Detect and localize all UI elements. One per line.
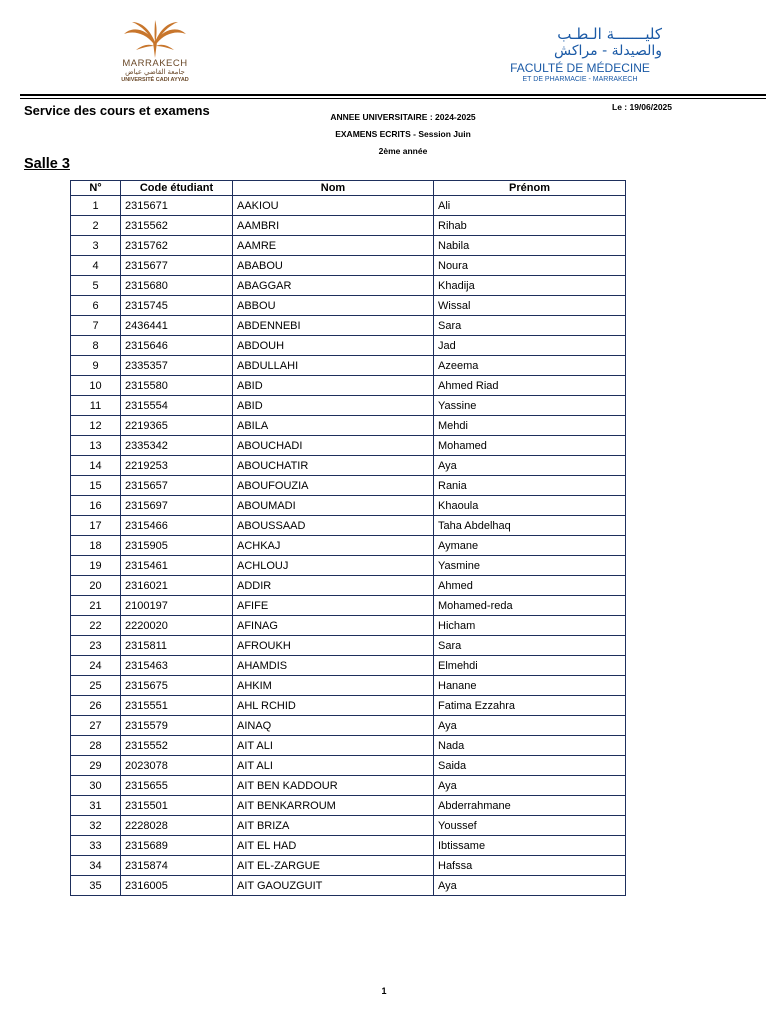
table-body <box>71 196 626 896</box>
table-row <box>71 416 626 436</box>
student-nom: ABAGGAR <box>233 276 434 296</box>
student-nom: AIT BENKARROUM <box>233 796 434 816</box>
column-header-nom: Nom <box>233 181 434 196</box>
page-number: 1 <box>381 986 387 996</box>
row-number: 21 <box>71 596 121 616</box>
faculty-french-line2: ET DE PHARMACIE - MARRAKECH <box>522 76 638 83</box>
student-nom: ABDENNEBI <box>233 316 434 336</box>
student-prenom: Wissal <box>434 296 626 316</box>
table-row <box>71 796 626 816</box>
student-nom: AIT EL HAD <box>233 836 434 856</box>
student-prenom: Hicham <box>434 616 626 636</box>
student-prenom: Khadija <box>434 276 626 296</box>
table-row <box>71 476 626 496</box>
row-number: 27 <box>71 716 121 736</box>
column-header-number: N° <box>71 181 121 196</box>
row-number: 1 <box>71 196 121 216</box>
table-row <box>71 236 626 256</box>
student-nom: ABILA <box>233 416 434 436</box>
student-nom: ABOUMADI <box>233 496 434 516</box>
student-prenom: Mohamed-reda <box>434 596 626 616</box>
table-row <box>71 716 626 736</box>
row-number: 7 <box>71 316 121 336</box>
student-prenom: Azeema <box>434 356 626 376</box>
header-rule <box>20 94 766 96</box>
student-code: 2315551 <box>121 696 233 716</box>
student-prenom: Abderrahmane <box>434 796 626 816</box>
student-prenom: Yassine <box>434 396 626 416</box>
palm-emblem-icon <box>120 20 190 60</box>
student-nom: ABDOUH <box>233 336 434 356</box>
student-nom: ABID <box>233 396 434 416</box>
student-code: 2315646 <box>121 336 233 356</box>
logo-university-text: UNIVERSITÉ CADI AYYAD <box>121 77 189 83</box>
student-code: 2315580 <box>121 376 233 396</box>
student-nom: AINAQ <box>233 716 434 736</box>
row-number: 34 <box>71 856 121 876</box>
faculty-french-line1: FACULTÉ DE MÉDECINE <box>510 61 650 75</box>
student-prenom: Taha Abdelhaq <box>434 516 626 536</box>
student-code: 2315671 <box>121 196 233 216</box>
table-row <box>71 696 626 716</box>
student-nom: ADDIR <box>233 576 434 596</box>
table-row <box>71 736 626 756</box>
student-code: 2315657 <box>121 476 233 496</box>
student-prenom: Hafssa <box>434 856 626 876</box>
row-number: 12 <box>71 416 121 436</box>
row-number: 24 <box>71 656 121 676</box>
student-prenom: Aya <box>434 456 626 476</box>
faculty-arabic-line2: والصيدلة - مراكش <box>554 43 662 59</box>
logo-arabic-text: جامعة القاضي عياض <box>125 69 185 76</box>
student-nom: ABOUCHADI <box>233 436 434 456</box>
student-nom: ABBOU <box>233 296 434 316</box>
student-prenom: Mehdi <box>434 416 626 436</box>
row-number: 9 <box>71 356 121 376</box>
table-row <box>71 316 626 336</box>
service-title: Service des cours et examens <box>24 103 210 118</box>
student-prenom: Saida <box>434 756 626 776</box>
student-code: 2219365 <box>121 416 233 436</box>
student-nom: AHAMDIS <box>233 656 434 676</box>
student-code: 2315697 <box>121 496 233 516</box>
student-prenom: Mohamed <box>434 436 626 456</box>
faculty-logo <box>498 26 662 84</box>
student-nom: AIT GAOUZGUIT <box>233 876 434 896</box>
row-number: 26 <box>71 696 121 716</box>
student-code: 2316021 <box>121 576 233 596</box>
student-nom: ABOUCHATIR <box>233 456 434 476</box>
student-code: 2315905 <box>121 536 233 556</box>
row-number: 18 <box>71 536 121 556</box>
student-prenom: Yasmine <box>434 556 626 576</box>
student-prenom: Aya <box>434 716 626 736</box>
student-code: 2315466 <box>121 516 233 536</box>
student-nom: ABDULLAHI <box>233 356 434 376</box>
study-level: 2ème année <box>378 146 428 156</box>
student-nom: AHKIM <box>233 676 434 696</box>
row-number: 22 <box>71 616 121 636</box>
student-prenom: Nada <box>434 736 626 756</box>
student-code: 2315463 <box>121 656 233 676</box>
table-row <box>71 656 626 676</box>
student-code: 2315579 <box>121 716 233 736</box>
table-row <box>71 256 626 276</box>
student-code: 2100197 <box>121 596 233 616</box>
student-nom: AHL RCHID <box>233 696 434 716</box>
table-row <box>71 816 626 836</box>
faculty-arabic-line1: كليـــــــة الـطـب <box>557 25 662 43</box>
column-header-code: Code étudiant <box>121 181 233 196</box>
document-date: Le : 19/06/2025 <box>612 102 673 112</box>
table-row <box>71 596 626 616</box>
exam-info <box>298 109 508 160</box>
table-row <box>71 336 626 356</box>
table-row <box>71 436 626 456</box>
academic-year: ANNEE UNIVERSITAIRE : 2024-2025 <box>330 112 476 122</box>
table-row <box>71 216 626 236</box>
student-prenom: Ahmed <box>434 576 626 596</box>
student-nom: AAKIOU <box>233 196 434 216</box>
student-code: 2335342 <box>121 436 233 456</box>
student-prenom: Ali <box>434 196 626 216</box>
table-row <box>71 456 626 476</box>
student-code: 2315689 <box>121 836 233 856</box>
student-code: 2315562 <box>121 216 233 236</box>
student-table <box>70 180 626 896</box>
student-code: 2335357 <box>121 356 233 376</box>
student-prenom: Fatima Ezzahra <box>434 696 626 716</box>
table-row <box>71 636 626 656</box>
student-code: 2315655 <box>121 776 233 796</box>
student-nom: ACHLOUJ <box>233 556 434 576</box>
row-number: 30 <box>71 776 121 796</box>
student-prenom: Khaoula <box>434 496 626 516</box>
row-number: 29 <box>71 756 121 776</box>
column-header-prenom: Prénom <box>434 181 626 196</box>
row-number: 13 <box>71 436 121 456</box>
student-prenom: Youssef <box>434 816 626 836</box>
student-prenom: Aymane <box>434 536 626 556</box>
student-nom: AAMRE <box>233 236 434 256</box>
table-row <box>71 616 626 636</box>
student-prenom: Rania <box>434 476 626 496</box>
table-row <box>71 556 626 576</box>
student-nom: AIT BEN KADDOUR <box>233 776 434 796</box>
student-nom: ABOUSSAAD <box>233 516 434 536</box>
exam-session: EXAMENS ECRITS - Session Juin <box>335 129 471 139</box>
student-code: 2219253 <box>121 456 233 476</box>
row-number: 15 <box>71 476 121 496</box>
student-code: 2315677 <box>121 256 233 276</box>
logo-city-text: MARRAKECH <box>122 58 188 69</box>
student-code: 2436441 <box>121 316 233 336</box>
row-number: 4 <box>71 256 121 276</box>
row-number: 10 <box>71 376 121 396</box>
student-prenom: Aya <box>434 876 626 896</box>
row-number: 35 <box>71 876 121 896</box>
table-row <box>71 756 626 776</box>
student-nom: AFIFE <box>233 596 434 616</box>
row-number: 6 <box>71 296 121 316</box>
student-prenom: Rihab <box>434 216 626 236</box>
table-row <box>71 536 626 556</box>
row-number: 17 <box>71 516 121 536</box>
student-prenom: Ibtissame <box>434 836 626 856</box>
row-number: 32 <box>71 816 121 836</box>
row-number: 14 <box>71 456 121 476</box>
table-row <box>71 836 626 856</box>
student-prenom: Ahmed Riad <box>434 376 626 396</box>
student-code: 2315675 <box>121 676 233 696</box>
student-code: 2315745 <box>121 296 233 316</box>
table-row <box>71 576 626 596</box>
table-row <box>71 356 626 376</box>
row-number: 5 <box>71 276 121 296</box>
student-prenom: Elmehdi <box>434 656 626 676</box>
student-code: 2315811 <box>121 636 233 656</box>
student-prenom: Nabila <box>434 236 626 256</box>
table-row <box>71 856 626 876</box>
student-nom: ABABOU <box>233 256 434 276</box>
table-row <box>71 296 626 316</box>
student-code: 2315554 <box>121 396 233 416</box>
student-code: 2023078 <box>121 756 233 776</box>
table-row <box>71 496 626 516</box>
row-number: 23 <box>71 636 121 656</box>
row-number: 25 <box>71 676 121 696</box>
student-code: 2315501 <box>121 796 233 816</box>
table-row <box>71 276 626 296</box>
row-number: 16 <box>71 496 121 516</box>
table-header-row <box>71 181 626 196</box>
row-number: 28 <box>71 736 121 756</box>
student-nom: ABOUFOUZIA <box>233 476 434 496</box>
row-number: 3 <box>71 236 121 256</box>
table-row <box>71 516 626 536</box>
student-nom: AAMBRI <box>233 216 434 236</box>
student-nom: ACHKAJ <box>233 536 434 556</box>
student-code: 2315552 <box>121 736 233 756</box>
student-code: 2315762 <box>121 236 233 256</box>
row-number: 2 <box>71 216 121 236</box>
student-code: 2315680 <box>121 276 233 296</box>
row-number: 31 <box>71 796 121 816</box>
student-nom: AFINAG <box>233 616 434 636</box>
student-prenom: Aya <box>434 776 626 796</box>
student-prenom: Hanane <box>434 676 626 696</box>
student-prenom: Noura <box>434 256 626 276</box>
student-nom: AFROUKH <box>233 636 434 656</box>
room-title: Salle 3 <box>24 156 70 172</box>
student-nom: AIT BRIZA <box>233 816 434 836</box>
table-row <box>71 676 626 696</box>
table-row <box>71 196 626 216</box>
student-prenom: Sara <box>434 316 626 336</box>
student-prenom: Jad <box>434 336 626 356</box>
table-row <box>71 876 626 896</box>
student-nom: AIT EL-ZARGUE <box>233 856 434 876</box>
row-number: 11 <box>71 396 121 416</box>
student-nom: ABID <box>233 376 434 396</box>
student-code: 2315874 <box>121 856 233 876</box>
row-number: 19 <box>71 556 121 576</box>
student-nom: AIT ALI <box>233 756 434 776</box>
table-row <box>71 376 626 396</box>
table-row <box>71 396 626 416</box>
header-rule-thin <box>20 98 766 99</box>
row-number: 8 <box>71 336 121 356</box>
student-nom: AIT ALI <box>233 736 434 756</box>
student-code: 2228028 <box>121 816 233 836</box>
table-row <box>71 776 626 796</box>
student-code: 2220020 <box>121 616 233 636</box>
student-code: 2315461 <box>121 556 233 576</box>
student-code: 2316005 <box>121 876 233 896</box>
student-prenom: Sara <box>434 636 626 656</box>
cadi-ayyad-logo <box>112 20 198 100</box>
row-number: 33 <box>71 836 121 856</box>
row-number: 20 <box>71 576 121 596</box>
